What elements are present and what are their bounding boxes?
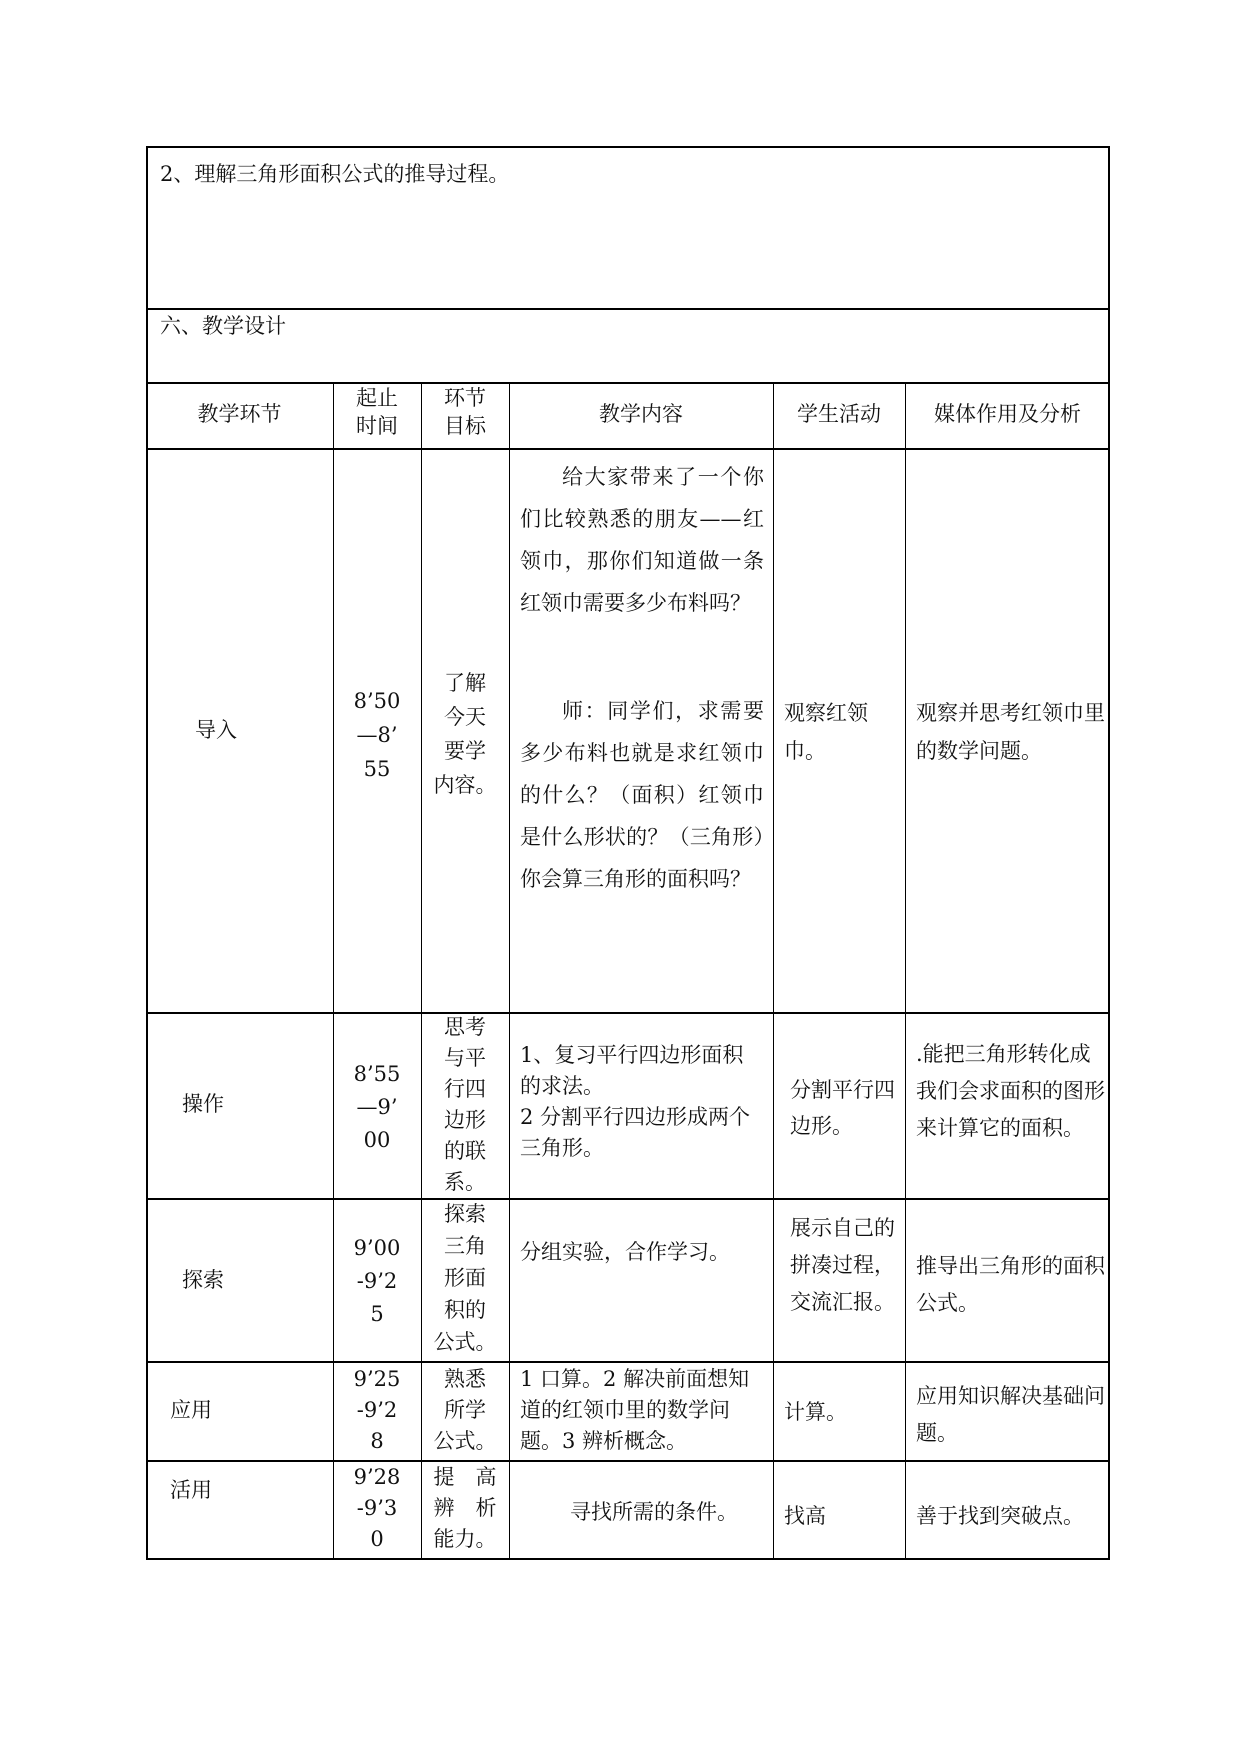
row4-content: 1 口算。2 解决前面想知道的红领巾里的数学问题。3 辨析概念。 (520, 1367, 750, 1453)
header-student: 学生活动 (797, 402, 881, 426)
col-rule-3 (509, 382, 510, 1559)
row1-content-p2: 师：同学们，求需要多少布料也就是求红领巾的什么？（面积）红领巾是什么形状的？（三角形）你会算三角形的面积吗？ (520, 699, 764, 891)
row1-stage: 导入 (195, 718, 237, 742)
rule-after-row-3 (146, 1361, 1110, 1363)
top-note: 2、理解三角形面积公式的推导过程。 (160, 162, 510, 186)
rule-after-row-4 (146, 1460, 1110, 1462)
row1-content-p1: 给大家带来了一个你们比较熟悉的朋友——红领巾，那你们知道做一条红领巾需要多少布料吗？ (520, 465, 764, 615)
row4-goal: 熟悉 所学 公式。 (433, 1367, 497, 1453)
row5-student: 找高 (784, 1504, 826, 1528)
row2-goal: 思考 与平 行四 边形 的联 系。 (444, 1015, 486, 1194)
row4-student: 计算。 (784, 1400, 847, 1424)
header-content: 教学内容 (599, 402, 683, 426)
col-rule-5 (905, 382, 906, 1559)
col-rule-4 (773, 382, 774, 1559)
row5-time: 9’28 -9’3 0 (353, 1465, 401, 1551)
row3-stage: 探索 (182, 1268, 224, 1292)
row2-stage: 操作 (182, 1092, 224, 1116)
row2-time: 8’55 —9’ 00 (353, 1062, 401, 1152)
row2-content: 1、复习平行四边形面积的求法。 2 分割平行四边形成两个三角形。 (520, 1043, 751, 1160)
rule-after-section-title (146, 382, 1110, 384)
row1-student: 观察红领巾。 (784, 701, 868, 763)
row5-stage: 活用 (170, 1478, 212, 1502)
row3-student: 展示自己的拼凑过程，交流汇报。 (790, 1216, 895, 1314)
row4-media: 应用知识解决基础问题。 (916, 1384, 1105, 1445)
row4-stage: 应用 (170, 1398, 212, 1422)
row3-media: 推导出三角形的面积公式。 (916, 1254, 1105, 1315)
row1-time: 8’50 —8’ 55 (353, 689, 401, 781)
header-media: 媒体作用及分析 (934, 402, 1081, 426)
row1-media: 观察并思考红领巾里的数学问题。 (916, 701, 1105, 763)
rule-after-header (146, 448, 1110, 450)
rule-after-row-2 (146, 1198, 1110, 1200)
rule-after-note (146, 308, 1110, 310)
row2-media: .能把三角形转化成我们会求面积的图形来计算它的面积。 (916, 1042, 1105, 1140)
row3-time: 9’00 -9’2 5 (353, 1236, 401, 1326)
row3-content: 分组实验，合作学习。 (520, 1240, 730, 1264)
row1-goal: 了解 今天 要学 内容。 (433, 671, 497, 797)
row3-goal: 探索 三角 形面 积的 公式。 (433, 1202, 497, 1354)
header-stage: 教学环节 (197, 402, 282, 426)
section-title: 六、教学设计 (160, 314, 286, 338)
row4-time: 9’25 -9’2 8 (353, 1367, 401, 1453)
row2-student: 分割平行四边形。 (790, 1078, 895, 1138)
rule-after-row-1 (146, 1012, 1110, 1014)
header-time: 起止 时间 (356, 386, 398, 439)
row5-media: 善于找到突破点。 (916, 1504, 1084, 1528)
header-goal: 环节 目标 (444, 386, 486, 439)
row5-goal: 提 高 辨 析 能力。 (433, 1465, 497, 1551)
row5-content: 寻找所需的条件。 (570, 1500, 738, 1524)
